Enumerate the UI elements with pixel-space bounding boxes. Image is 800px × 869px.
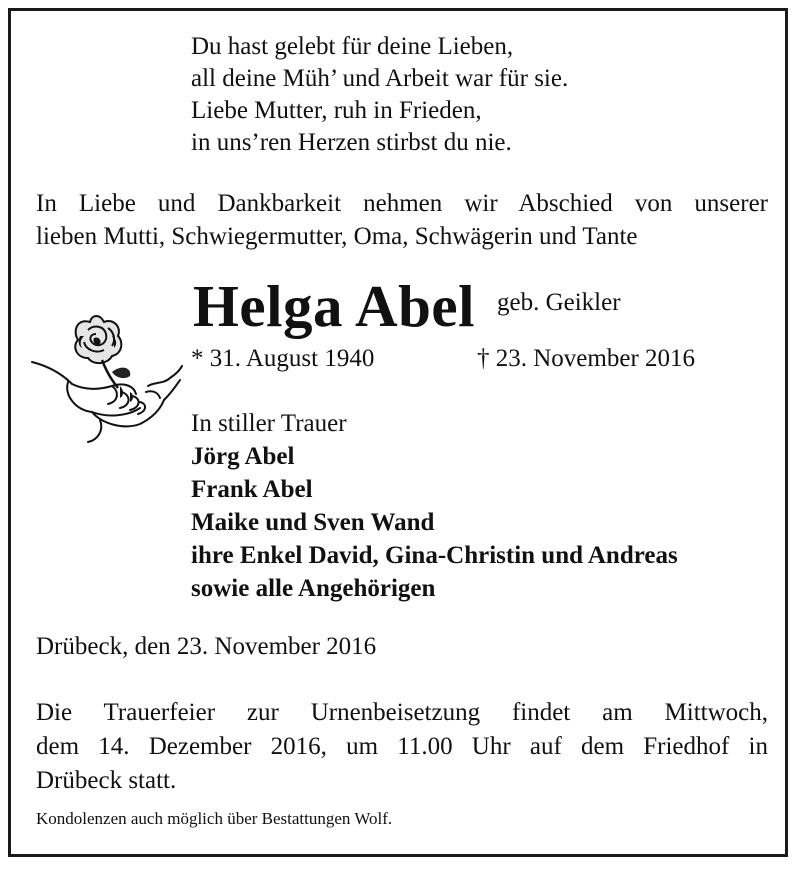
intro-text: [36, 187, 768, 253]
ceremony-line: dem 14. Dezember 2016, um 11.00 Uhr auf dem Friedhof in: [36, 733, 768, 760]
poem-line: in uns’ren Herzen stirbst du nie.: [191, 129, 512, 156]
deceased-name: Helga Abel: [193, 273, 475, 339]
mourner-name: Maike und Sven Wand: [191, 509, 435, 536]
condolence-note: Kondolenzen auch möglich über Bestattungen Wolf.: [36, 809, 393, 828]
poem-line: all deine Müh’ und Arbeit war für sie.: [191, 65, 569, 92]
poem: [191, 31, 568, 159]
mourners-list: [191, 407, 678, 605]
poem-line: Liebe Mutter, ruh in Frieden,: [191, 97, 482, 124]
mourners-heading: In stiller Trauer: [191, 410, 347, 437]
mourner-name: Frank Abel: [191, 476, 313, 503]
intro-line: In Liebe und Dankbarkeit nehmen wir Abschied von unserer: [36, 190, 768, 217]
ceremony-line: Die Trauerfeier zur Urnenbeisetzung findet am Mittwoch,: [36, 699, 768, 726]
birth-name: geb. Geikler: [496, 289, 621, 316]
intro-line: lieben Mutti, Schwiegermutter, Oma, Schwägerin und Tante: [36, 223, 638, 250]
place-and-date: Drübeck, den 23. November 2016: [36, 633, 377, 660]
poem-line: Du hast gelebt für deine Lieben,: [191, 33, 514, 60]
birth-date: * 31. August 1940: [191, 345, 375, 372]
ceremony-line: Drübeck statt.: [36, 767, 177, 794]
rose-in-hands-icon: [28, 300, 188, 450]
mourner-name: ihre Enkel David, Gina-Christin und Andreas: [191, 542, 678, 569]
ceremony-info: [36, 696, 768, 798]
mourner-name: sowie alle Angehörigen: [191, 575, 436, 602]
deceased-name-row: [193, 273, 621, 339]
mourner-name: Jörg Abel: [191, 443, 295, 470]
death-date: † 23. November 2016: [477, 345, 696, 372]
